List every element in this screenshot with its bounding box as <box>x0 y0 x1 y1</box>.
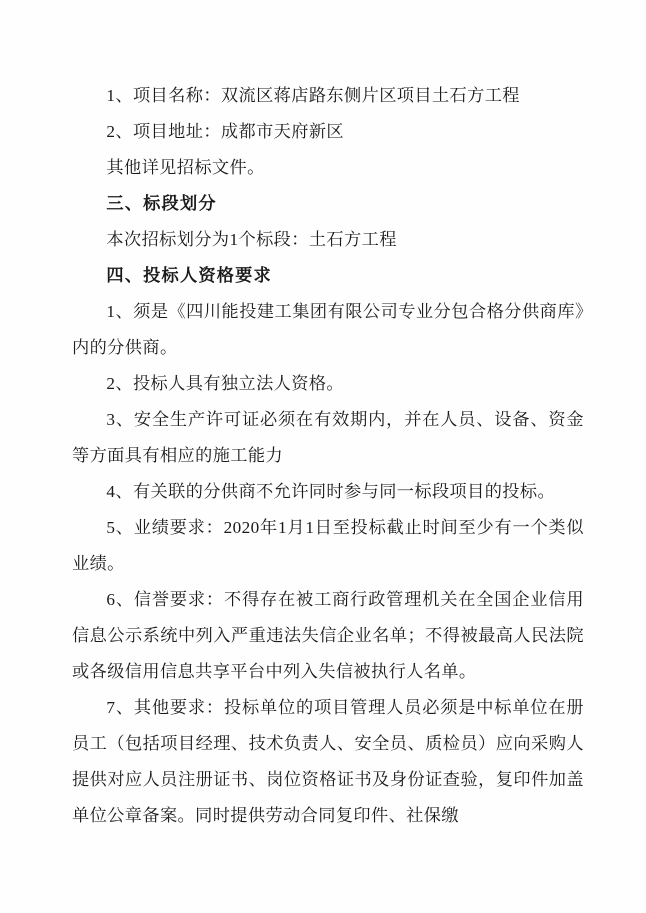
paragraph-section-three-body: 本次招标划分为1个标段：土石方工程 <box>106 230 397 249</box>
paragraph-requirement-3: 3、安全生产许可证必须在有效期内，并在人员、设备、资金等方面具有相应的施工能力 <box>72 410 584 465</box>
paragraph-requirement-4: 4、有关联的分供商不允许同时参与同一标段项目的投标。 <box>106 482 556 501</box>
heading-section-four: 四、投标人资格要求 <box>106 266 272 285</box>
paragraph-requirement-7: 7、其他要求：投标单位的项目管理人员必须是中标单位在册员工（包括项目经理、技术负责人、安全员、质检员）应向采购人提供对应人员注册证书、岗位资格证书及身份证查验，复印件加盖单位公章备案。同时提供劳动合同复印件、社保缴 <box>72 698 584 825</box>
paragraph-requirement-6: 6、信誉要求：不得存在被工商行政管理机关在全国企业信用信息公示系统中列入严重违法失信企业名单；不得被最高人民法院或各级信用信息共享平台中列入失信被执行人名单。 <box>72 590 584 681</box>
paragraph-other-details: 其他详见招标文件。 <box>106 158 265 177</box>
document-body <box>72 78 584 834</box>
paragraph-requirement-2: 2、投标人具有独立法人资格。 <box>106 374 345 393</box>
paragraph-project-name: 1、项目名称：双流区蒋店路东侧片区项目土石方工程 <box>106 86 520 105</box>
heading-section-three: 三、标段划分 <box>106 194 217 213</box>
paragraph-project-address: 2、项目地址：成都市天府新区 <box>106 122 345 141</box>
paragraph-requirement-5: 5、业绩要求：2020年1月1日至投标截止时间至少有一个类似业绩。 <box>72 518 584 573</box>
paragraph-requirement-1: 1、须是《四川能投建工集团有限公司专业分包合格分供商库》内的分供商。 <box>72 302 584 357</box>
